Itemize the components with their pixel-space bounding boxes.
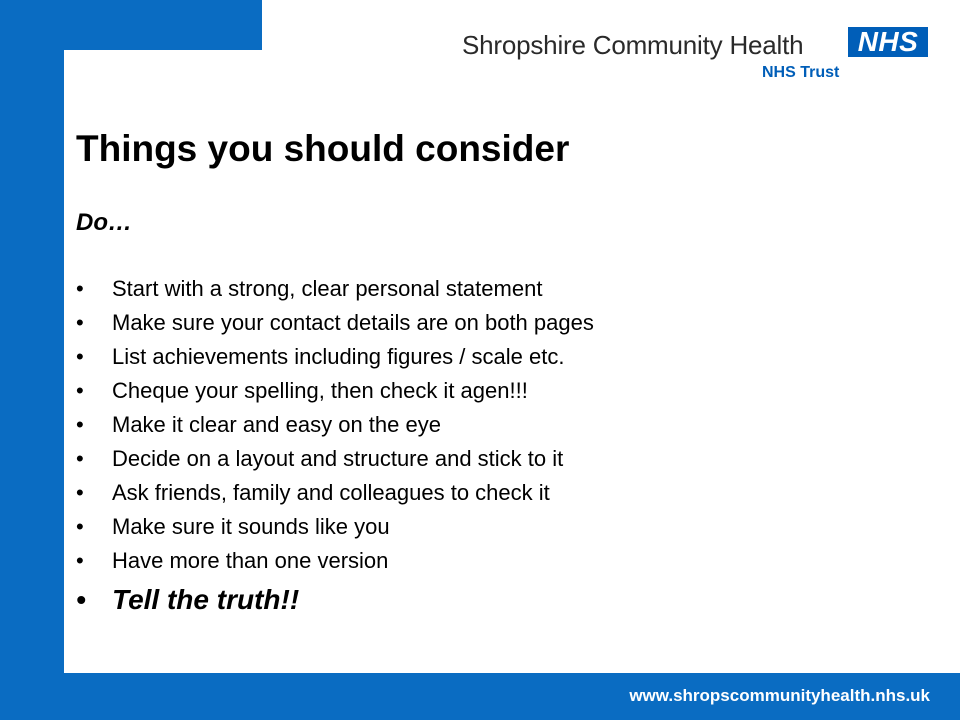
footer-website-link[interactable]: www.shropscommunityhealth.nhs.uk — [629, 686, 930, 705]
left-brand-bar — [0, 0, 64, 720]
list-item: • Have more than one version — [76, 544, 594, 578]
list-item: • List achievements including figures / scale etc. — [76, 340, 594, 374]
trust-label: NHS Trust — [762, 64, 840, 81]
top-brand-tab — [0, 0, 262, 50]
list-item: • Make it clear and easy on the eye — [76, 408, 594, 442]
list-item-emphasis: • Tell the truth!! — [76, 580, 594, 620]
list-item: • Cheque your spelling, then check it agen!!! — [76, 374, 594, 408]
organisation-logo — [462, 22, 932, 82]
list-item: • Decide on a layout and structure and stick to it — [76, 442, 594, 476]
list-item: • Ask friends, family and colleagues to check it — [76, 476, 594, 510]
slide-subtitle: Do… — [76, 209, 132, 236]
list-item: • Start with a strong, clear personal statement — [76, 272, 594, 306]
slide-title: Things you should consider — [76, 128, 570, 169]
list-item: • Make sure it sounds like you — [76, 510, 594, 544]
nhs-logo: NHS — [848, 27, 928, 57]
organisation-name: Shropshire Community Health — [462, 30, 804, 60]
list-item: • Make sure your contact details are on both pages — [76, 306, 594, 340]
tips-list — [76, 272, 594, 620]
